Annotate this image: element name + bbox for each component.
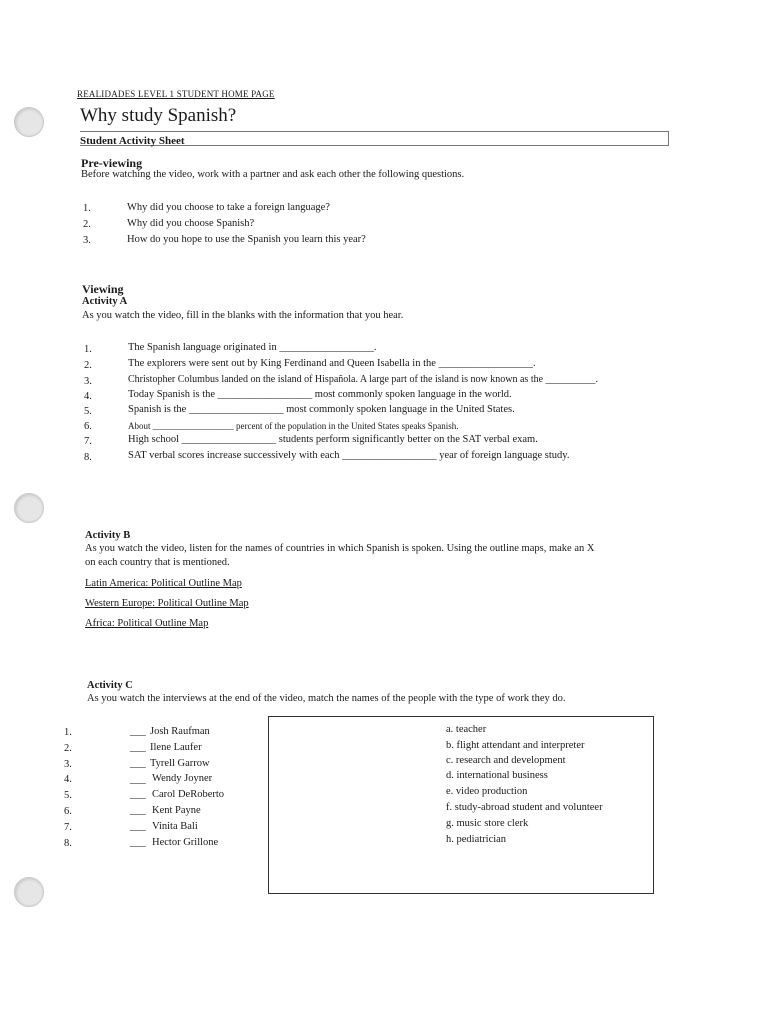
fill-number: 8. <box>84 452 92 463</box>
question-number: 1. <box>83 203 91 214</box>
match-blank[interactable]: ___ <box>130 805 146 816</box>
match-blank[interactable]: ___ <box>130 726 146 737</box>
person-number: 2. <box>64 743 72 754</box>
question-text: How do you hope to use the Spanish you learn this year? <box>127 234 366 245</box>
job-option: a. teacher <box>446 724 487 735</box>
fill-item: Spanish is the __________________ most commonly spoken language in the United States. <box>128 404 515 415</box>
job-option: d. international business <box>446 770 548 781</box>
activity-b-instructions-line1: As you watch the video, listen for the names of countries in which Spanish is spoken. Using the outline maps, make an X <box>85 543 595 554</box>
person-name: Vinita Bali <box>152 821 198 832</box>
job-option: b. flight attendant and interpreter <box>446 740 585 751</box>
fill-item: About __________________ percent of the population in the United States speaks Spanish. <box>128 421 459 431</box>
header-link[interactable]: REALIDADES LEVEL 1 STUDENT HOME PAGE <box>77 89 275 99</box>
person-name: Josh Raufman <box>150 726 210 737</box>
job-option: c. research and development <box>446 755 566 766</box>
binder-hole-top <box>14 107 44 137</box>
person-name: Hector Grillone <box>152 837 219 848</box>
fill-item: The Spanish language originated in __________________. <box>128 342 377 353</box>
person-name: Tyrell Garrow <box>150 758 210 769</box>
person-number: 3. <box>64 759 72 770</box>
person-name: Kent Payne <box>152 805 201 816</box>
fill-number: 7. <box>84 436 92 447</box>
activity-c-heading: Activity C <box>87 680 133 691</box>
question-text: Why did you choose to take a foreign language? <box>127 202 330 213</box>
activity-c-instructions: As you watch the interviews at the end of the video, match the names of the people with the type of work they do. <box>87 693 566 704</box>
previewing-heading: Pre-viewing <box>81 156 143 170</box>
page-title: Why study Spanish? <box>80 105 237 126</box>
fill-item: SAT verbal scores increase successively with each __________________ year of foreign language study. <box>128 450 570 461</box>
question-number: 3. <box>83 235 91 246</box>
job-option: h. pediatrician <box>446 834 507 845</box>
activity-a-heading: Activity A <box>82 296 128 307</box>
person-number: 4. <box>64 774 72 785</box>
person-number: 1. <box>64 727 72 738</box>
job-option: g. music store clerk <box>446 818 529 829</box>
job-option: f. study-abroad student and volunteer <box>446 802 603 813</box>
fill-number: 4. <box>84 391 92 402</box>
job-option: e. video production <box>446 786 528 797</box>
fill-item: Christopher Columbus landed on the island of Hispañola. A large part of the island is now known as the __________. <box>128 374 599 385</box>
match-blank[interactable]: ___ <box>130 837 146 848</box>
fill-number: 2. <box>84 360 92 371</box>
fill-item: Today Spanish is the __________________ most commonly spoken language in the world. <box>128 389 512 400</box>
match-blank[interactable]: ___ <box>130 758 146 769</box>
africa-map-link[interactable]: Africa: Political Outline Map <box>85 618 209 629</box>
match-blank[interactable]: ___ <box>130 821 146 832</box>
question-number: 2. <box>83 219 91 230</box>
person-number: 8. <box>64 838 72 849</box>
person-number: 5. <box>64 790 72 801</box>
person-name: Carol DeRoberto <box>152 789 225 800</box>
fill-number: 1. <box>84 344 92 355</box>
viewing-heading: Viewing <box>82 282 124 296</box>
match-blank[interactable]: ___ <box>130 774 146 785</box>
question-text: Why did you choose Spanish? <box>127 218 255 229</box>
fill-number: 3. <box>84 376 92 387</box>
fill-number: 6. <box>84 421 92 432</box>
western-europe-map-link[interactable]: Western Europe: Political Outline Map <box>85 598 249 609</box>
binder-hole-middle <box>14 493 44 523</box>
person-name: Wendy Joyner <box>152 773 213 784</box>
sheet-label: Student Activity Sheet <box>80 135 185 147</box>
sheet-label-bar <box>80 131 669 146</box>
previewing-instructions: Before watching the video, work with a partner and ask each other the following questions. <box>81 169 465 180</box>
activity-b-instructions-line2: on each country that is mentioned. <box>85 557 230 568</box>
match-blank[interactable]: ___ <box>130 742 146 753</box>
binder-hole-bottom <box>14 877 44 907</box>
fill-item: High school __________________ students perform significantly better on the SAT verbal exam. <box>128 434 538 445</box>
person-number: 6. <box>64 806 72 817</box>
activity-a-instructions: As you watch the video, fill in the blanks with the information that you hear. <box>82 310 404 321</box>
fill-number: 5. <box>84 406 92 417</box>
match-blank[interactable]: ___ <box>130 789 146 800</box>
person-number: 7. <box>64 822 72 833</box>
fill-item: The explorers were sent out by King Ferdinand and Queen Isabella in the __________________. <box>128 358 536 369</box>
activity-b-heading: Activity B <box>85 530 131 541</box>
person-name: Ilene Laufer <box>150 742 202 753</box>
latin-america-map-link[interactable]: Latin America: Political Outline Map <box>85 578 242 589</box>
